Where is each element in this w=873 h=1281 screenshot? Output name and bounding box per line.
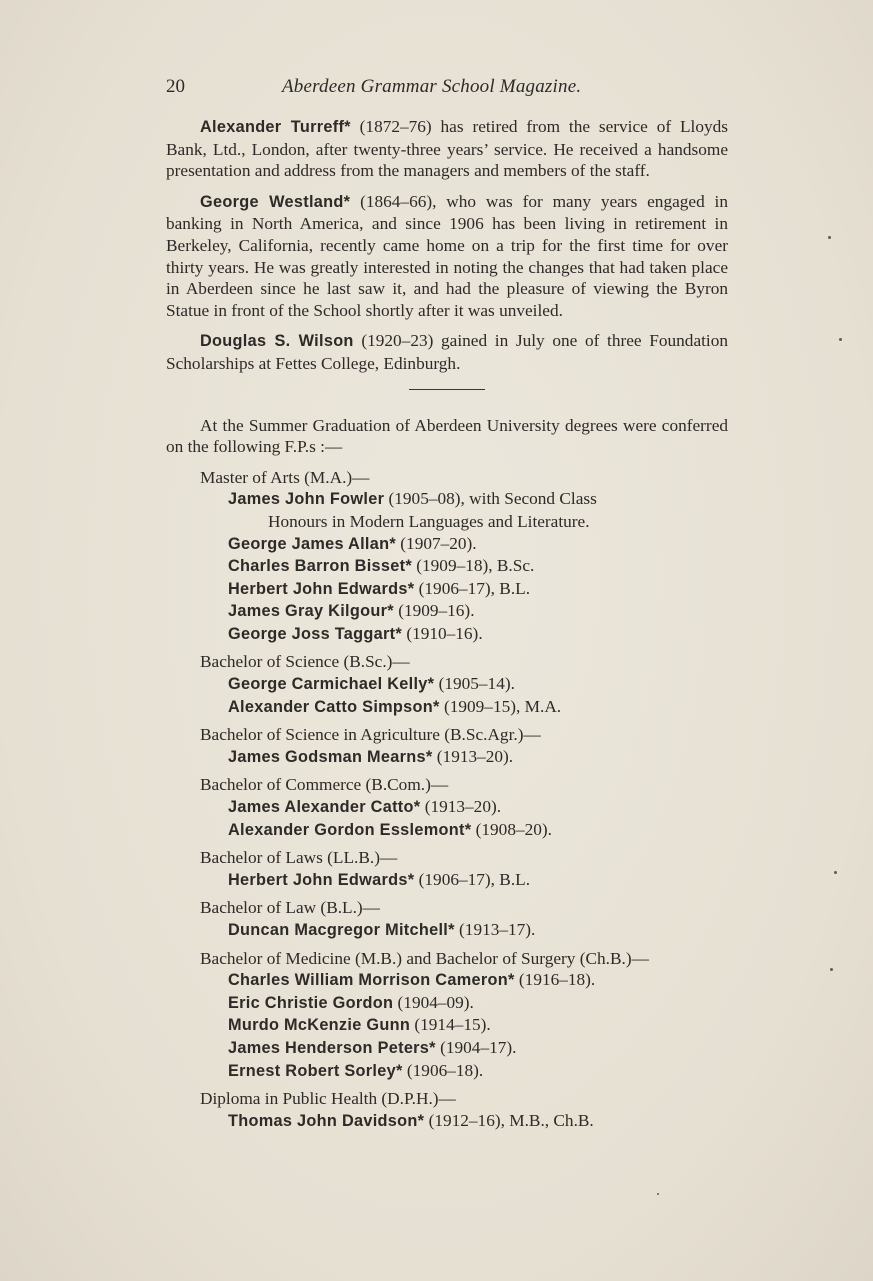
graduate-name: James Henderson Peters* xyxy=(228,1038,436,1057)
graduate-name: George Joss Taggart* xyxy=(228,624,402,643)
graduate-name: Herbert John Edwards* xyxy=(228,870,415,889)
news-paragraph xyxy=(166,116,728,182)
graduate-name: Herbert John Edwards* xyxy=(228,579,415,598)
graduate-detail: (1909–16). xyxy=(393,601,475,621)
graduate-detail: (1906–17), B.L. xyxy=(414,578,531,598)
graduate-entry xyxy=(166,746,728,769)
news-paragraph xyxy=(166,191,728,322)
graduate-name: Alexander Gordon Esslemont* xyxy=(228,820,472,839)
page-body xyxy=(166,116,728,1132)
graduate-entry xyxy=(166,600,728,623)
graduate-entry xyxy=(166,1014,728,1037)
paragraph-text: (1920–23) gained in July one of three Foundation Scholarships at Fettes College, Edinburgh. xyxy=(166,331,728,373)
graduate-detail: (1906–18). xyxy=(402,1060,484,1080)
news-paragraph xyxy=(166,330,728,374)
paper-speck xyxy=(828,236,831,239)
graduate-entry xyxy=(166,869,728,892)
page-header xyxy=(166,76,728,102)
degree-block xyxy=(166,897,728,941)
graduate-detail: (1906–17), B.L. xyxy=(414,869,531,889)
degree-block xyxy=(166,774,728,841)
graduate-entry xyxy=(166,533,728,556)
graduate-detail: (1904–09). xyxy=(393,992,474,1012)
graduate-detail: (1913–20). xyxy=(432,746,514,766)
graduate-entry xyxy=(166,488,728,511)
graduate-name: James Godsman Mearns* xyxy=(228,747,433,766)
degree-title: Bachelor of Laws (LL.B.)— xyxy=(200,848,398,868)
graduate-detail: (1916–18). xyxy=(514,970,596,990)
graduate-detail: (1904–17). xyxy=(435,1037,517,1057)
running-title: Aberdeen Grammar School Magazine. xyxy=(282,76,582,97)
graduate-name: James Alexander Catto* xyxy=(228,798,421,817)
graduate-entry xyxy=(166,992,728,1015)
degree-title: Bachelor of Science (B.Sc.)— xyxy=(200,652,410,672)
graduate-name: Ernest Robert Sorley* xyxy=(228,1061,403,1080)
graduate-name: Murdo McKenzie Gunn xyxy=(228,1016,411,1035)
graduate-entry xyxy=(166,969,728,992)
graduate-detail: (1908–20). xyxy=(471,819,552,839)
degree-title: Master of Arts (M.A.)— xyxy=(200,467,370,487)
graduate-entry xyxy=(166,623,728,646)
graduate-detail: (1905–14). xyxy=(434,674,515,694)
graduate-name: Duncan Macgregor Mitchell* xyxy=(228,921,455,939)
graduation-intro: At the Summer Graduation of Aberdeen University degrees were conferred on the following F.P.s :— xyxy=(166,415,728,457)
graduate-name: Charles Barron Bisset* xyxy=(228,557,412,576)
graduate-detail: (1913–20). xyxy=(420,797,502,817)
graduate-name: Charles William Morrison Cameron* xyxy=(228,971,515,990)
graduate-detail: (1909–15), M.A. xyxy=(439,696,562,716)
degree-title: Bachelor of Commerce (B.Com.)— xyxy=(200,775,449,795)
graduate-detail: (1909–18), B.Sc. xyxy=(411,556,535,576)
graduate-name: James Gray Kilgour* xyxy=(228,602,394,621)
paragraph-text: (1872–76) has retired from the service of Lloyds Bank, Ltd., London, after twenty-three years’ service. He received a handsome presentation and address from the managers and members of the staff. xyxy=(166,117,728,181)
degree-list xyxy=(166,467,728,1133)
graduate-entry xyxy=(166,673,728,696)
degree-title: Diploma in Public Health (D.P.H.)— xyxy=(200,1089,456,1109)
paper-speck xyxy=(657,1193,659,1195)
graduate-entry xyxy=(166,578,728,601)
graduate-entry xyxy=(166,819,728,842)
graduate-detail: (1907–20). xyxy=(395,533,477,553)
person-name: Douglas S. Wilson xyxy=(200,332,354,351)
paper-speck xyxy=(839,338,842,341)
paragraph-text: (1864–66), who was for many years engaged in banking in North America, and since 1906 has been living in retirement in Berkeley, California, recently came home on a trip for the first time for over thirty years. He was greatly interested in noting the changes that had taken place in Aberdeen since he last saw it, and had the pleasure of viewing the Byron Statue in front of the School shortly after it was unveiled. xyxy=(166,191,728,320)
graduate-entry xyxy=(166,1060,728,1083)
graduate-entry xyxy=(166,919,728,942)
news-paragraphs xyxy=(166,116,728,375)
person-name: Alexander Turreff* xyxy=(200,118,351,136)
degree-title: Bachelor of Medicine (M.B.) and Bachelor of Surgery (Ch.B.)— xyxy=(200,948,649,968)
graduate-entry xyxy=(166,1110,728,1133)
graduate-detail: (1912–16), M.B., Ch.B. xyxy=(424,1110,594,1130)
degree-block xyxy=(166,948,728,1083)
graduate-detail: (1910–16). xyxy=(402,623,483,643)
graduate-entry xyxy=(166,1037,728,1060)
graduate-detail: (1913–17). xyxy=(454,920,536,939)
section-divider xyxy=(409,389,485,390)
graduate-name: Eric Christie Gordon xyxy=(228,993,394,1012)
graduate-entry xyxy=(166,555,728,578)
graduate-name: Thomas John Davidson* xyxy=(228,1111,425,1130)
graduate-name: James John Fowler xyxy=(228,490,385,509)
graduate-name: George Carmichael Kelly* xyxy=(228,675,435,694)
paper-speck xyxy=(834,871,837,874)
degree-title: Bachelor of Science in Agriculture (B.Sc.Agr.)— xyxy=(200,725,541,745)
person-name: George Westland* xyxy=(200,192,351,211)
degree-block xyxy=(166,1088,728,1132)
paper-speck xyxy=(830,968,833,971)
degree-block xyxy=(166,651,728,718)
graduate-name: Alexander Catto Simpson* xyxy=(228,697,440,716)
degree-title: Bachelor of Law (B.L.)— xyxy=(200,898,380,918)
degree-block xyxy=(166,847,728,891)
degree-block xyxy=(166,724,728,768)
graduate-name: George James Allan* xyxy=(228,534,396,553)
graduate-detail-continued: Honours in Modern Languages and Literature. xyxy=(268,511,590,531)
graduate-detail: (1914–15). xyxy=(410,1015,491,1035)
graduate-entry xyxy=(166,696,728,719)
page-number: 20 xyxy=(166,76,185,97)
degree-block xyxy=(166,467,728,646)
graduate-entry xyxy=(166,796,728,819)
graduate-detail: (1905–08), with Second Class xyxy=(384,489,597,509)
